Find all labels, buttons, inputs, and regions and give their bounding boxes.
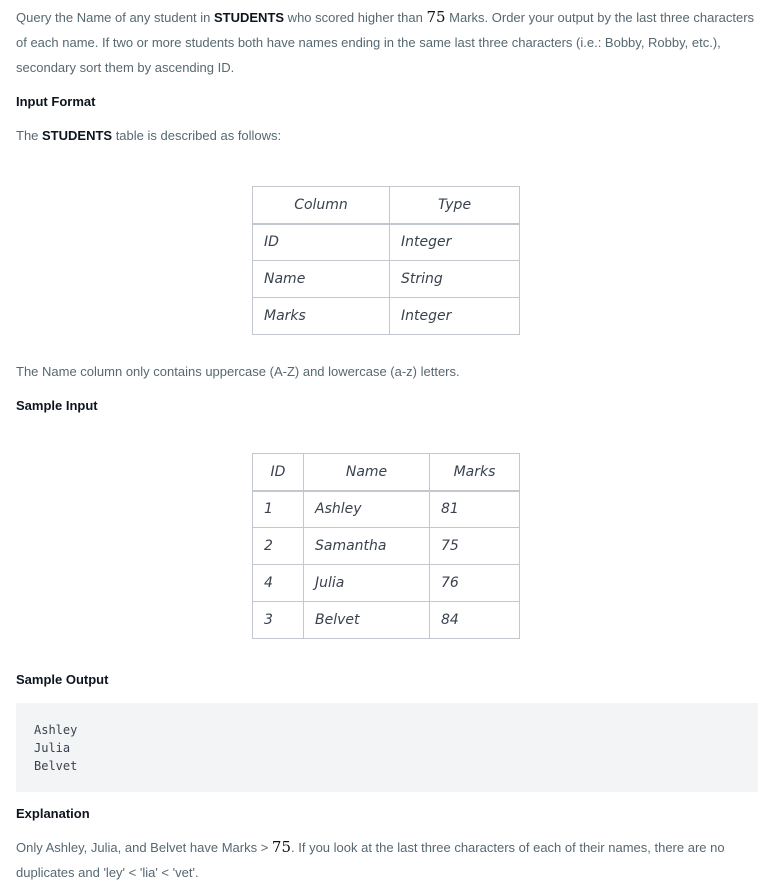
table-row — [253, 224, 520, 261]
table-cell: Marks — [253, 298, 390, 335]
table-cell: 81 — [430, 491, 520, 528]
table-row — [253, 602, 520, 639]
explanation-paragraph — [16, 835, 758, 885]
table-header-row — [253, 454, 520, 491]
students-table-name: STUDENTS — [42, 128, 113, 143]
marks-threshold: 75 — [426, 8, 446, 26]
name-header: Name — [304, 454, 430, 491]
output-line: Belvet — [34, 759, 78, 773]
explanation-text-1: Only Ashley, Julia, and Belvet have Marks > — [16, 840, 272, 855]
sample-output-heading: Sample Output — [16, 672, 109, 687]
output-line: Julia — [34, 741, 71, 755]
sample-input-table — [252, 453, 520, 639]
name-column-note: The Name column only contains uppercase (A-Z) and lowercase (a-z) letters. — [16, 364, 460, 379]
intro-text-3: Marks. Order your output by the last three characters of each name. If two or more students both have names ending in the same last three characters (i.e.: Bobby, Robby, etc.), secondary sort them by ascending ID. — [16, 10, 755, 75]
table-row — [253, 298, 520, 335]
sample-input-heading: Sample Input — [16, 398, 98, 413]
explanation-heading: Explanation — [16, 806, 90, 821]
table-cell: 4 — [253, 565, 304, 602]
table-row — [253, 565, 520, 602]
table-cell: Integer — [390, 298, 520, 335]
intro-text-2: who scored higher than — [284, 10, 427, 25]
input-format-description — [16, 123, 758, 148]
intro-paragraph — [16, 5, 758, 80]
table-cell: ID — [253, 224, 390, 261]
students-table-name: STUDENTS — [214, 10, 285, 25]
schema-table — [252, 186, 520, 335]
intro-text-1: Query the Name of any student in — [16, 10, 214, 25]
table-cell: 84 — [430, 602, 520, 639]
table-cell: Integer — [390, 224, 520, 261]
input-format-text-1: The — [16, 128, 43, 143]
table-cell: Samantha — [304, 528, 430, 565]
table-cell: Ashley — [304, 491, 430, 528]
input-format-heading: Input Format — [16, 94, 96, 109]
table-cell: 3 — [253, 602, 304, 639]
marks-threshold: 75 — [271, 838, 292, 856]
table-cell: 76 — [430, 565, 520, 602]
output-line: Ashley — [34, 723, 78, 737]
table-row — [253, 491, 520, 528]
table-row — [253, 528, 520, 565]
id-header: ID — [253, 454, 304, 491]
marks-header: Marks — [430, 454, 520, 491]
column-header: Column — [253, 187, 390, 224]
table-header-row — [253, 187, 520, 224]
table-cell: 75 — [430, 528, 520, 565]
table-row — [253, 261, 520, 298]
table-cell: Belvet — [304, 602, 430, 639]
type-header: Type — [390, 187, 520, 224]
input-format-text-2: table is described as follows: — [112, 128, 282, 143]
sample-output-code-block[interactable] — [16, 703, 758, 792]
table-cell: String — [390, 261, 520, 298]
table-cell: Julia — [304, 565, 430, 602]
table-cell: 1 — [253, 491, 304, 528]
explanation-text-2: . If you look at the last three characters of each of their names, there are no duplicates and 'ley' < 'lia' < 'vet'. — [16, 840, 725, 880]
table-cell: 2 — [253, 528, 304, 565]
table-cell: Name — [253, 261, 390, 298]
